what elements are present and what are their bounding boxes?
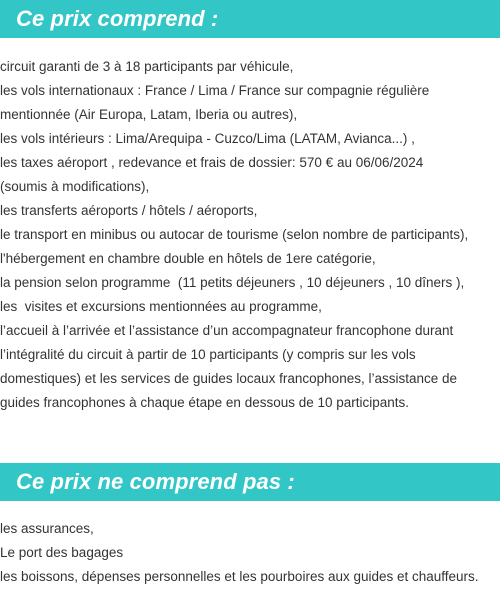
list-item: Le port des bagages [0,545,124,560]
included-heading: Ce prix comprend : [16,6,219,31]
list-item: les vols internationaux : France / Lima / France sur compagnie régulière mentionnée (Air Europa, Latam, Iberia ou autres), [0,83,430,122]
list-item: les boissons, dépenses personnelles et les pourboires aux guides et chauffeurs. [0,569,479,584]
excluded-heading: Ce prix ne comprend pas : [16,469,295,494]
excluded-heading-banner [0,463,500,501]
list-item: le transport en minibus ou autocar de tourisme (selon nombre de participants), [0,227,469,242]
list-item: les assurances, [0,521,94,536]
list-item: les vols intérieurs : Lima/Arequipa - Cuzco/Lima (LATAM, Avianca...) , [0,131,415,146]
included-heading-banner [0,0,500,38]
list-item: les visites et excursions mentionnées au programme, [0,299,322,314]
list-item: la pension selon programme (11 petits déjeuners , 10 déjeuners , 10 dîners ), [0,275,465,290]
list-item: les taxes aéroport , redevance et frais de dossier: 570 € au 06/06/2024 (soumis à modifications), [0,155,424,194]
included-list [0,55,500,415]
excluded-list [0,517,500,589]
list-item: l'hébergement en chambre double en hôtels de 1ere catégorie, [0,251,376,266]
list-item: circuit garanti de 3 à 18 participants par véhicule, [0,59,294,74]
list-item: les transferts aéroports / hôtels / aéroports, [0,203,258,218]
list-item: l’accueil à l’arrivée et l’assistance d’un accompagnateur francophone durant l’intégralité du circuit à partir de 10 participants (y compris sur les vols domestiques) et les services de guides locaux francophones, l’assistance de guides francophones à chaque étape en dessous de 10 participants. [0,323,458,410]
